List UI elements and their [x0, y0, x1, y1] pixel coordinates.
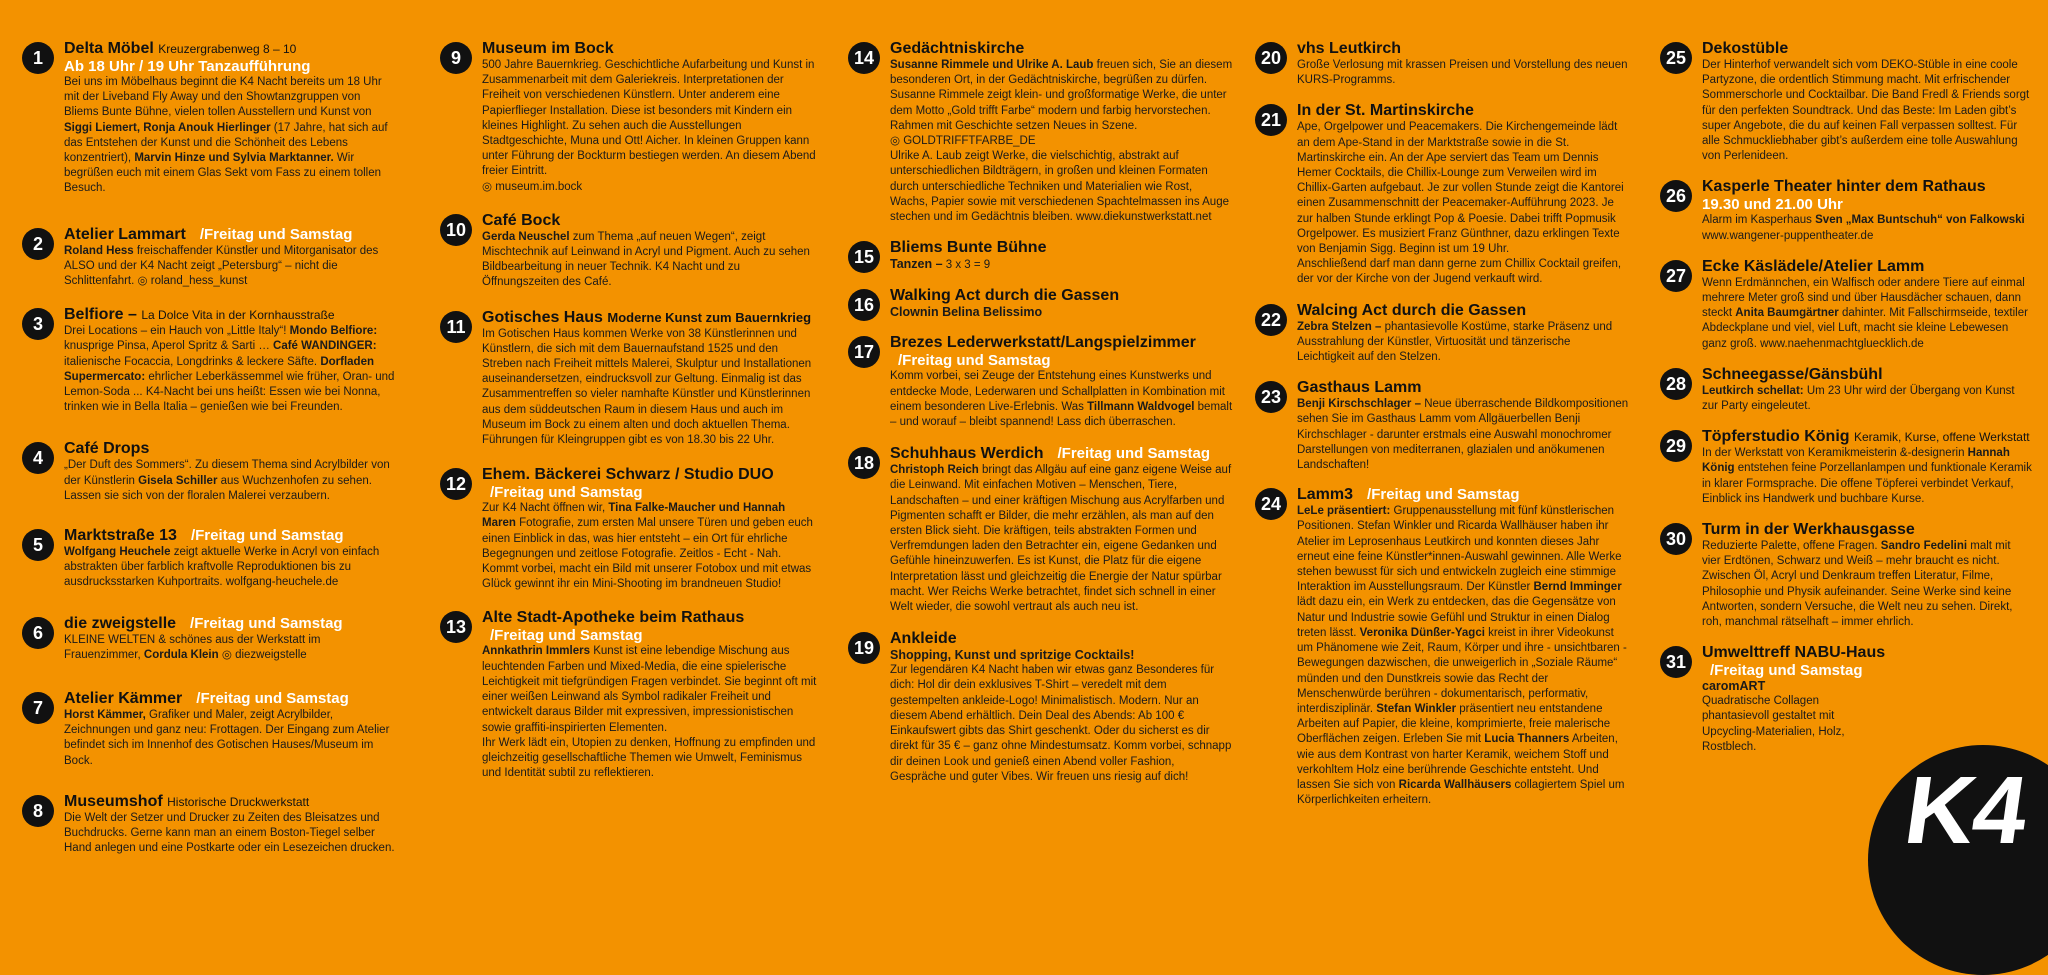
entry-text: 500 Jahre Bauernkrieg. Geschichtliche Aufarbeitung und Kunst in Zusammenarbeit mit dem Galeriekreis. Interpretationen der Freiheit von verschiedenen Künstlern. Unter anderem eine Papierflieger Installation. Diese ist besonders mit Kindern ein kleines Highlight. Zu sehen auch die Ausstellungen Stadtgeschichte, Muna und Ott! Aicher. In kleinen Gruppen kann unter Führung der Bockturm bestiegen werden. An diesem Abend freier Eintritt.: [482, 59, 816, 178]
entry-21: [1255, 102, 1630, 287]
instagram-handle: ◎ museum.im.bock: [482, 180, 583, 193]
entry-title: Café Drops: [64, 440, 150, 458]
entry-tagline: Tanzen –: [890, 257, 943, 272]
entry-text: Quadratische Collagen phantasievoll gestaltet mit Upcycling-Materialien, Holz, Rostblech.: [1702, 695, 1845, 753]
entry-3: [22, 306, 397, 415]
entry-title: Museum im Bock: [482, 40, 614, 57]
entry-text: Leutkirch schellat: Um 23 Uhr wird der Übergang von Kunst zur Party eingeleutet.: [1702, 384, 2015, 413]
entry-number: 27: [1660, 260, 1692, 292]
highlight: /Freitag und Samstag: [190, 614, 343, 632]
entry-text: Die Welt der Setzer und Drucker zu Zeiten des Bleisatzes und Buchdrucks. Gerne kann man an einem Boston-Tiegel selber Hand anlegen und eine Postkarte oder ein Lesezeichen drucken.: [64, 811, 395, 855]
entry-number: 31: [1660, 646, 1692, 678]
entry-number: 24: [1255, 488, 1287, 520]
highlight: /Freitag und Samstag: [1710, 662, 1863, 680]
column-1: [22, 40, 397, 857]
entry-title: Gasthaus Lamm: [1297, 379, 1422, 397]
entry-title: Belfiore –: [64, 306, 137, 324]
entry-text: Gerda Neuschel zum Thema „auf neuen Wegen“, zeigt Mischtechnik auf Leinwand in Acryl und Pigment. Auch zu sehen Bildbearbeitung in neuer Technik. K4 Nacht und zu Öffnungszeiten des Café.: [482, 230, 810, 289]
entry-title: Bliems Bunte Bühne: [890, 239, 1047, 257]
entry-title: Marktstraße 13: [64, 527, 177, 545]
entry-text: Der Hinterhof verwandelt sich vom DEKO-Stüble in eine coole Partyzone, die ordentlich Stimmung macht. Mit erfrischender Sommerschorle und Cocktailbar. Die Band Fredl & Friends sorgt für den perfekten Soundtrack. Und das Beste: Im Laden gibt’s super Angebote, die du auf keinen Fall verpassen solltest. Für alle Schmuckliebhaber gibt’s außerdem eine tolle Auswahlung von Perlenideen.: [1702, 59, 2030, 163]
highlight: /Freitag und Samstag: [490, 484, 643, 502]
entry-title: Gedächtniskirche: [890, 40, 1025, 57]
entry-text: Große Verlosung mit krassen Preisen und Vorstellung des neuen KURS-Programms.: [1297, 59, 1628, 87]
entry-title: vhs Leutkirch: [1297, 40, 1402, 57]
column-5: [1660, 40, 2032, 755]
entry-20: [1255, 40, 1630, 88]
entry-18: [848, 445, 1233, 615]
highlight: /Freitag und Samstag: [190, 527, 344, 545]
entry-text: Alarm im Kasperhaus Sven „Max Buntschuh“ von Falkowski www.wangener-puppentheater.de: [1702, 214, 2025, 242]
entry-number: 17: [848, 336, 880, 368]
entry-14: [848, 40, 1233, 225]
entry-number: 13: [440, 611, 472, 643]
entry-text: „Der Duft des Sommers“. Zu diesem Thema sind Acrylbilder von der Künstlerin Gisela Schiller aus Wuchzenhofen zu sehen. Lassen sie sich von der floralen Malerei verzaubern.: [64, 459, 390, 502]
entry-12: [440, 466, 818, 592]
entry-number: 21: [1255, 104, 1287, 136]
entry-title: Ecke Käslädele/Atelier Lamm: [1702, 257, 1925, 275]
highlight: /Freitag und Samstag: [490, 627, 643, 645]
entry-text: 3 x 3 = 9: [942, 259, 991, 272]
entry-number: 14: [848, 42, 880, 74]
entry-text: Anschließend darf man dann gerne zum Chillix Cocktail greifen, der vor der Kirche von der Jugend verkauft wird.: [1297, 258, 1622, 286]
entry-text: Im Gotischen Haus kommen Werke von 38 Künstlerinnen und Künstlern, die sich mit dem Bauernaufstand 1525 und den Streben nach Freiheit mittels Malerei, Skulptur und Installationen auseinandersetzen, eindrucksvoll zur Geltung. Einmalig ist das Zusammentreffen so vieler namhafte Künstler und Künstlerinnen aus dem süddeutschen Raum in diesem Haus und auch im Museum im Bock zu einem alten und doch aktuellen Thema. Führungen für Kleingruppen gibt es von 18.30 bis 22 Uhr.: [482, 327, 812, 447]
entry-2: [22, 226, 397, 290]
entry-title: Walcing Act durch die Gassen: [1297, 301, 1527, 319]
entry-30: [1660, 521, 2032, 630]
entry-10: [440, 212, 818, 291]
entry-number: 26: [1660, 180, 1692, 212]
entry-text: Horst Kämmer, Grafiker und Maler, zeigt Acrylbilder, Zeichnungen und ganz neu: Frottagen. Der Eingang zum Atelier befindet sich im Innenhof des Gotischen Hauses/Museum im Bock.: [64, 709, 390, 767]
entry-text: Bei uns im Möbelhaus beginnt die K4 Nacht bereits um 18 Uhr mit der Liveband Fly Away und den Showtanzgruppen von Bliems Bunte Bühne, vielen tollen Ausstellern und Kunst von Siggi Liemert, Ronja Anouk Hierlinger (17 Jahre, hat sich auf das Entstehen der Kunst und die Schönheit des Lebens konzentriert), Marvin Hinze und Sylvia Marktanner. Wir begrüßen euch mit einem Glas Sekt vom Fass zu einem tollen Besuch.: [64, 76, 388, 195]
entry-text: Drei Locations – ein Hauch von „Little Italy“! Mondo Belfiore: knusprige Pinsa, Aperol Spritz & Sarti … Café WANDINGER: italienische Focaccia, Longdrinks & leckere Säfte. Dorfladen Supermercato: ehrlicher Leberkässemmel wie früher, Oran- und Lemon-Soda ... K4-Nacht bei uns heißt: Essen wie bei Nonna, trinken wie in Bella Italia – genießen wie bei Freunden.: [64, 325, 395, 414]
entry-title: Atelier Kämmer: [64, 690, 183, 708]
highlight: 19.30 und 21.00 Uhr: [1702, 196, 1843, 214]
entry-15: [848, 239, 1233, 273]
entry-text: Ihr Werk lädt ein, Utopien zu denken, Hoffnung zu empfinden und gleichzeitig gesellschaftliche Themen wie Umwelt, Feminismus und Identität subtil zu reflektieren.: [482, 736, 816, 780]
entry-title: Turm in der Werkhausgasse: [1702, 521, 1915, 539]
entry-title: Brezes Lederwerkstatt/Langspielzimmer: [890, 334, 1196, 352]
entry-9: [440, 40, 818, 195]
entry-8: [22, 793, 397, 857]
entry-title: Lamm3: [1297, 486, 1354, 504]
entry-7: [22, 690, 397, 769]
entry-number: 8: [22, 795, 54, 827]
k4-logo: K4: [1868, 745, 2048, 975]
entry-number: 6: [22, 617, 54, 649]
entry-number: 20: [1255, 42, 1287, 74]
entry-text: Ape, Orgelpower und Peacemakers. Die Kirchengemeinde lädt an dem Ape-Stand in der Marktstraße sowie in die St. Martinskirche ein. An der Ape serviert das Team um Dennis Hemer Cocktails, die Chillix-Lounge zum Verweilen wird im Chillix-Garten aufgebaut. Je zur vollen Stunde zeigt die Kantorei einen Zusammenschnitt der Peacemaker-Aufführung 2023. Je zur halben Stunde erklingt Pop & Poesie. Dabei trifft Popmusik Orgelpower. Es musiziert Franz Günthner, dazu erklingen Texte von Benjamin Sigg. Beginn ist um 19 Uhr.: [1297, 121, 1624, 256]
entry-text: Zur legendären K4 Nacht haben wir etwas ganz Besonderes für dich: Hol dir dein exklusives T-Shirt – veredelt mit dem gestempelten ankleide-Logo! Minimalistisch. Modern. Nur an diesem Abend erhältlich. Dein Deal des Abends: Ab 100 € Einkaufswert gibts das Shirt geschenkt. Oder du sicherst es dir direkt für 35 € – ganz ohne Mindestumsatz. Komm vorbei, schnapp dir deinen Look und genieß einen Abend voller Fashion, Gespräche und guter Vibes. Wir freuen uns riesig auf dich!: [890, 664, 1232, 783]
highlight: /Freitag und Samstag: [196, 690, 349, 708]
entry-number: 12: [440, 468, 472, 500]
entry-subtitle: La Dolce Vita in der Kornhausstraße: [141, 308, 335, 323]
entry-title: Schneegasse/Gänsbühl: [1702, 365, 1883, 383]
entry-number: 9: [440, 42, 472, 74]
column-4: [1255, 40, 1630, 808]
entry-number: 22: [1255, 304, 1287, 336]
entry-title: Ehem. Bäckerei Schwarz / Studio DUO: [482, 466, 774, 484]
entry-subtitle: Moderne Kunst zum Bauernkrieg: [607, 309, 812, 325]
entry-number: 19: [848, 632, 880, 664]
highlight: Ab 18 Uhr / 19 Uhr Tanzaufführung: [64, 58, 311, 75]
entry-subtitle: Keramik, Kurse, offene Werkstatt: [1853, 430, 2030, 445]
entry-title: Dekostüble: [1702, 40, 1789, 57]
highlight: /Freitag und Samstag: [1057, 445, 1211, 463]
entry-number: 4: [22, 442, 54, 474]
entry-title: Schuhhaus Werdich: [890, 445, 1044, 463]
entry-26: [1660, 178, 2032, 243]
entry-title: Kasperle Theater hinter dem Rathaus: [1702, 178, 1986, 196]
entry-17: [848, 334, 1233, 430]
entry-text: Susanne Rimmele und Ulrike A. Laub freuen sich, Sie an diesem besonderen Ort, in der Gedächtniskirche, begrüßen zu dürfen. Susanne Rimmele zeigt klein- und großformatige Werke, die unter dem Motto „Gold trifft Farbe“ modern und farbig hervorstechen. Rahmen mit Geschichte setzen Neues in Szene.: [890, 59, 1233, 132]
entry-title: Atelier Lammart: [64, 225, 186, 243]
entry-title: Walking Act durch die Gassen: [890, 287, 1120, 305]
entry-number: 3: [22, 308, 54, 340]
entry-text: KLEINE WELTEN & schönes aus der Werkstatt im Frauenzimmer, Cordula Klein ◎ diezweigstelle: [64, 633, 321, 661]
entry-24: [1255, 486, 1630, 808]
entry-13: [440, 609, 818, 781]
entry-number: 15: [848, 241, 880, 273]
entry-title: Café Bock: [482, 211, 561, 229]
entry-tagline: Clownin Belina Belissimo: [890, 305, 1043, 320]
entry-29: [1660, 428, 2032, 507]
entry-subtitle: Kreuzergrabenweg 8 – 10: [158, 42, 297, 56]
entry-text: Reduzierte Palette, offene Fragen. Sandro Fedelini malt mit vier Erdtönen, Schwarz und Weiß – mehr braucht es nicht. Zwischen Öl, Acryl und Denkraum treffen Literatur, Filme, Philosophie und Physik aufeinander. Seine Werke sind keine Antworten, sondern Versuche, die Welt neu zu sehen. Direkt, roh, manchmal rätselhaft – immer ehrlich.: [1702, 540, 2013, 629]
entry-number: 30: [1660, 523, 1692, 555]
entry-text: Wolfgang Heuchele zeigt aktuelle Werke in Acryl von einfach abstrakten über farblich kraftvolle Reproduktionen bis zu ausdrucksstarken Kuhportraits. wolfgang-heuchele.de: [64, 546, 380, 589]
artist-name: caromART: [1702, 679, 1766, 694]
entry-number: 18: [848, 447, 880, 479]
instagram-handle: ◎ roland_hess_kunst: [137, 275, 248, 288]
entry-text: Zebra Stelzen – phantasievolle Kostüme, starke Präsenz und Ausstrahlung der Künstler, Virtuosität und tänzerische Leichtigkeit auf den Stelzen.: [1297, 320, 1613, 364]
highlight: /Freitag und Samstag: [898, 352, 1051, 370]
entry-text: Zur K4 Nacht öffnen wir, Tina Falke-Maucher und Hannah Maren Fotografie, zum ersten Mal unsere Türen und geben euch einen Einblick in das, was hier entsteht – ein Ort für ehrliche Begegnungen und zeitlose Fotografie. Zeitlos - Echt - Nah. Kommt vorbei, macht ein Bild mit unserer Fotobox und mit etwas Glück gewinnt ihr ein Mini-Shooting im brandneuen Studio!: [482, 502, 813, 591]
entry-title: die zweigstelle: [64, 614, 177, 632]
entry-31: [1660, 644, 1886, 755]
highlight: /Freitag und Samstag: [1367, 486, 1520, 504]
entry-19: [848, 630, 1233, 785]
column-3: [848, 40, 1233, 785]
entry-number: 29: [1660, 430, 1692, 462]
instagram-handle: ◎ GOLDTRIFFTFARBE_DE: [890, 135, 1036, 148]
entry-23: [1255, 379, 1630, 473]
entry-number: 23: [1255, 381, 1287, 413]
entry-text: In der Werkstatt von Keramikmeisterin &-designerin Hannah König entstehen feine Porzellanlampen und funktionale Keramik in klarer Formsprache. Die offene Töpferei verbindet Verkauf, Einblick ins Handwerk und buchbare Kurse.: [1702, 447, 2032, 505]
entry-number: 2: [22, 228, 54, 260]
entry-number: 7: [22, 692, 54, 724]
entry-27: [1660, 258, 2032, 352]
highlight: /Freitag und Samstag: [199, 225, 353, 243]
entry-number: 1: [22, 42, 54, 74]
entry-title: Museumshof: [64, 792, 163, 810]
entry-title: Umwelttreff NABU-Haus: [1702, 644, 1886, 662]
entry-5: [22, 527, 397, 591]
entry-subtitle: Historische Druckwerkstatt: [167, 794, 310, 809]
entry-title: Töpferstudio König: [1702, 428, 1850, 446]
entry-number: 10: [440, 214, 472, 246]
entry-1: [22, 40, 397, 197]
entry-number: 16: [848, 289, 880, 321]
entry-title: Gotisches Haus: [482, 308, 603, 326]
entry-4: [22, 440, 397, 504]
entry-text: Roland Hess freischaffender Künstler und Mitorganisator des ALSO und der K4 Nacht zeigt „Petersburg“ – nicht die Schlittenfahrt. ◎ roland_hess_kunst: [64, 244, 379, 288]
entry-22: [1255, 302, 1630, 366]
entry-title: In der St. Martinskirche: [1297, 102, 1474, 120]
entry-11: [440, 309, 818, 449]
entry-28: [1660, 366, 2032, 414]
column-2: [440, 40, 818, 781]
entry-title: Delta Möbel: [64, 40, 154, 57]
entry-number: 28: [1660, 368, 1692, 400]
entry-text: Annkathrin Immlers Kunst ist eine lebendige Mischung aus leuchtenden Farben und Mixed-Media, die eine spielerische Leichtigkeit mit tiefgründigen Fragen verbindet. Sie beginnt oft mit einer weißen Leinwand als Symbol radikaler Freiheit und entwickelt daraus Bilder mit expressiven, impressionistischen sowie graffiti-inspirierten Elementen.: [482, 645, 817, 734]
entry-title: Alte Stadt-Apotheke beim Rathaus: [482, 609, 745, 627]
entry-text: Komm vorbei, sei Zeuge der Entstehung eines Kunstwerks und entdecke Mode, Lederwaren und Schallplatten in Kombination mit einem besonderen Live-Erlebnis. Was Tillmann Waldvogel bemalt – und worauf – bleibt spannend! Lass dich überraschen.: [890, 370, 1233, 429]
entry-text: Benji Kirschschlager – Neue überraschende Bildkompositionen sehen Sie im Gasthaus Lamm vom Allgäuerbellen Benji Kirchschlager - darunter erstmals eine Auswahl monochromer Darstellungen von mediterranen, glazialen und anökumenen Landschaften!: [1297, 398, 1629, 472]
entry-title: Ankleide: [890, 630, 957, 648]
entry-tagline: Shopping, Kunst und spritzige Cocktails!: [890, 648, 1135, 663]
entry-number: 25: [1660, 42, 1692, 74]
entry-text: Wenn Erdmännchen, ein Walfisch oder andere Tiere auf einmal mehrere Meter groß sind und über Hausdächer schauen, dann steckt Anita Baumgärtner dahinter. Mit Fallschirmseide, textiler Abdeckplane und viel, viel Luft, macht sie kleine Lebewesen ganz groß. www.naehenmachtgluecklich.de: [1702, 276, 2028, 350]
entry-text: Ulrike A. Laub zeigt Werke, die vielschichtig, abstrakt auf unterschiedlichen Bildträgern, in großen und kleinen Formaten durch unterschiedliche Techniken und Materialien wie Rost, Wachs, Papier sowie mit verschiedenen Spachtelmassen ins Auge stechen und im Gedächtnis bleiben. www.diekunstwerkstatt.net: [890, 150, 1229, 224]
entry-text: Christoph Reich bringt das Allgäu auf eine ganz eigene Weise auf die Leinwand. Mit einfachen Motiven – Menschen, Tiere, Landschaften – und einer kräftigen Mischung aus Acrylfarben und Pigmenten schafft er Bilder, die mehr erzählen, als man auf den ersten Blick sieht. Die kräftigen, teils abstrakten Formen und Verfremdungen laden den Betrachter ein, eigene Gedanken und Gefühle hineinzuwerfen. Es ist Kunst, die Platz für die eigene Interpretation lässt und gleichzeitig die Energie der Natur spürbar macht. Wer Reichs Werke betrachtet, findet sich schnell in einer Welt wieder, die sowohl vertraut als auch neu ist.: [890, 464, 1232, 614]
entry-16: [848, 287, 1233, 320]
entry-25: [1660, 40, 2032, 164]
entry-6: [22, 615, 397, 663]
instagram-handle: ◎ diezweigstelle: [218, 648, 307, 661]
entry-number: 11: [440, 311, 472, 343]
entry-text: LeLe präsentiert: Gruppenausstellung mit fünf künstlerischen Positionen. Stefan Winkler und Ricarda Wallhäuser haben ihr Atelier im Leprosenhaus Leutkirch und konnten dieses Jahr erneut eine feine Künstler*innen-Auswahl gewinnen. Alle Werke stehen bewusst für sich und entwickeln zugleich eine stimmige Interaktion im Ausstellungsraum. Der Künstler Bernd Imminger lädt dazu ein, ein Werk zu entdecken, das die Gegensätze von Natur und Industrie sowie Gefühl und Struktur in einen Dialog treten lässt. Veronika Dünßer-Yagci kreist in ihrer Videokunst um Phänomene wie Zeit, Raum, Körper und ihre - unsichtbaren - Bewegungen dazwischen, die unweigerlich in „Soziale Räume“ münden und den Dunstkreis sowie das Recht der Menschenwürde berühren - dokumentarisch, performativ, interdisziplinär. Stefan Winkler präsentiert neu entstandene Arbeiten auf Papier, die kleine, komprimierte, freie malerische Oberflächen zeigen. Erleben Sie mit Lucia Thanners Arbeiten, wie aus dem Kontrast von harter Keramik, weichem Stoff und verkohltem Holz eine berührende Geschichte entsteht. Und lassen Sie sich von Ricarda Wallhäusers collagiertem Spiel um Körperlichkeiten erheitern.: [1297, 505, 1627, 807]
entry-number: 5: [22, 529, 54, 561]
